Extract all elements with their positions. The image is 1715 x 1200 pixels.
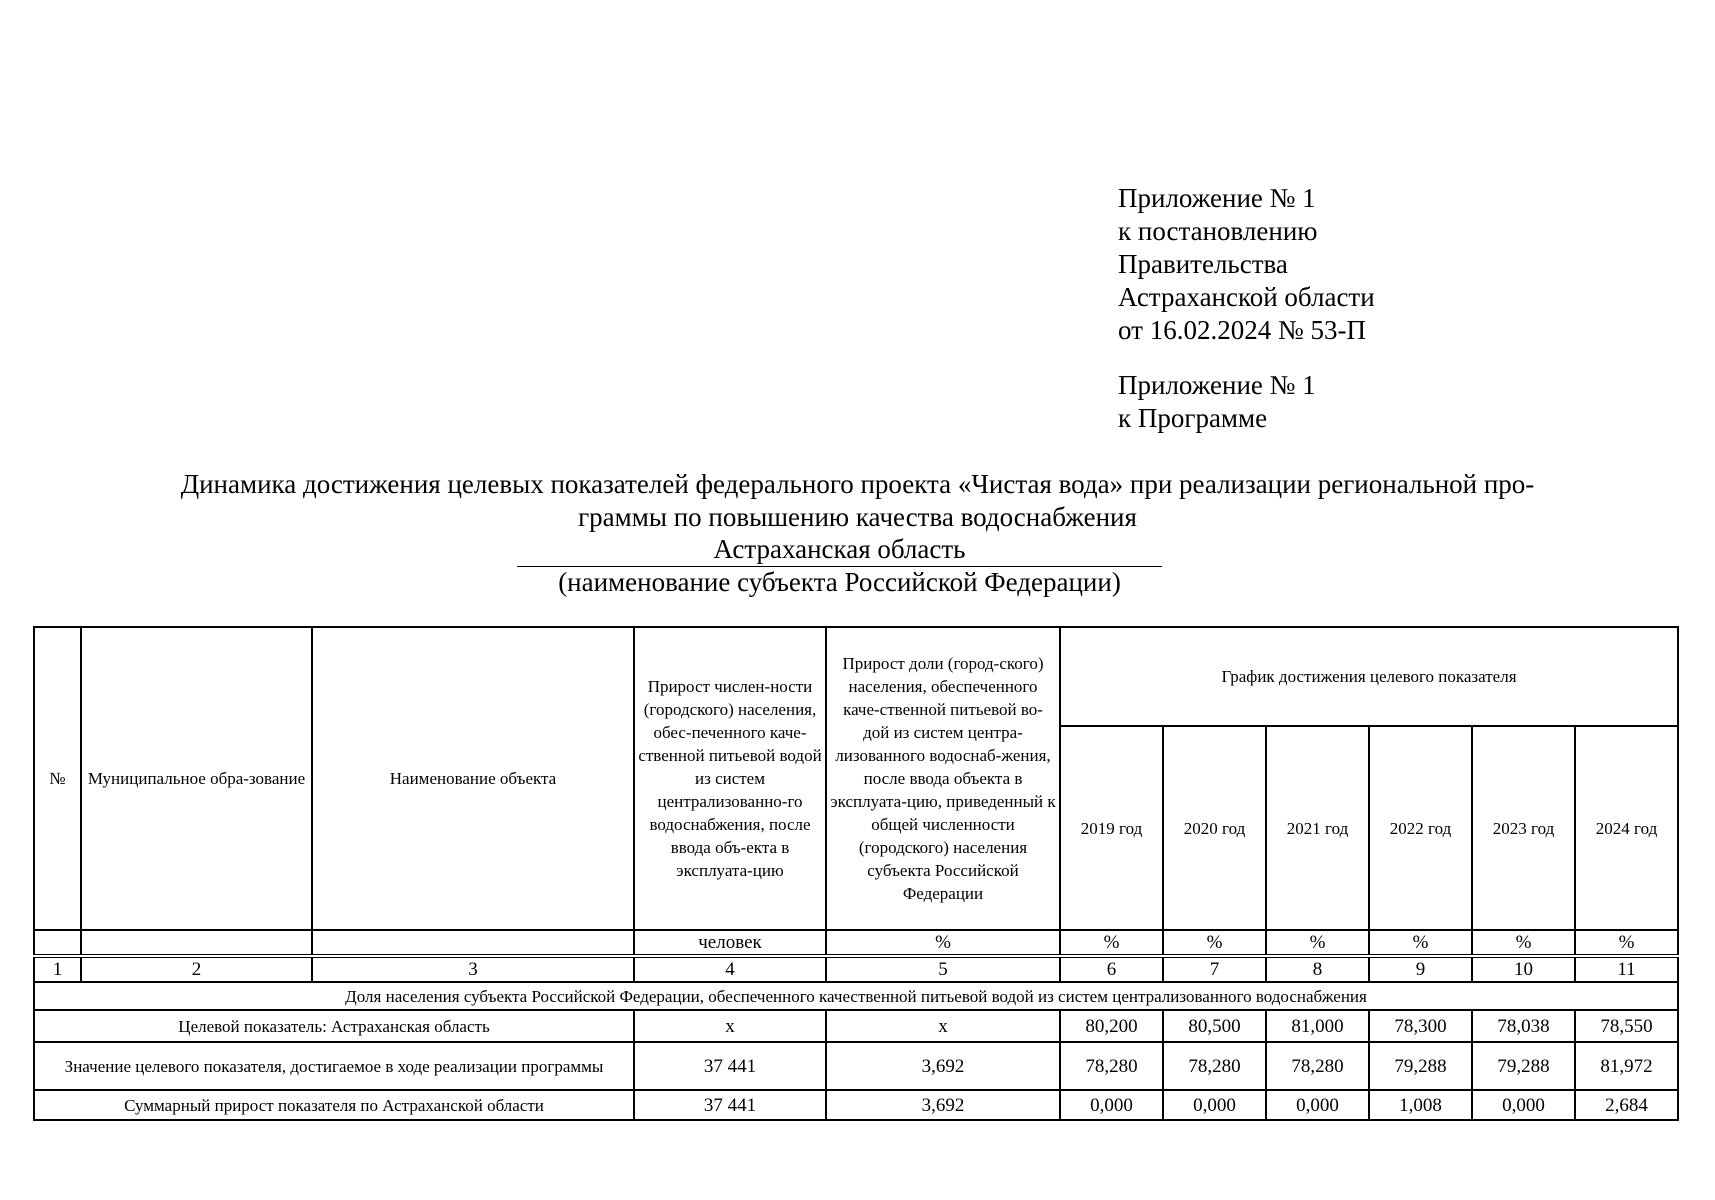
column-number: 8 (1266, 956, 1369, 982)
unit-share: % (826, 930, 1060, 956)
row-value: 2,684 (1575, 1090, 1678, 1120)
row-value: 80,500 (1163, 1010, 1266, 1042)
unit-year: % (1266, 930, 1369, 956)
row-value: 78,280 (1060, 1042, 1163, 1090)
header-year: 2019 год (1060, 726, 1163, 930)
row-value: 78,300 (1369, 1010, 1472, 1042)
column-number: 3 (312, 956, 634, 982)
header-municipality: Муниципальное обра-зование (81, 627, 312, 930)
table-row (34, 1010, 1678, 1042)
header-year: 2022 год (1369, 726, 1472, 930)
header-object-name: Наименование объекта (312, 627, 634, 930)
unit-year: % (1575, 930, 1678, 956)
row-value: 78,280 (1163, 1042, 1266, 1090)
column-number: 11 (1575, 956, 1678, 982)
table-row (34, 1090, 1678, 1120)
column-number: 1 (34, 956, 81, 982)
header-year: 2023 год (1472, 726, 1575, 930)
row-share: x (826, 1010, 1060, 1042)
header-schedule: График достижения целевого показателя (1060, 627, 1678, 726)
row-value: 78,038 (1472, 1010, 1575, 1042)
column-number: 7 (1163, 956, 1266, 982)
appendix-to-resolution (1118, 182, 1375, 347)
row-value: 0,000 (1163, 1090, 1266, 1120)
column-number: 5 (826, 956, 1060, 982)
appendix-line: Правительства (1118, 249, 1288, 279)
column-number: 6 (1060, 956, 1163, 982)
row-label: Суммарный прирост показателя по Астраханской области (34, 1090, 634, 1120)
section-title: Доля населения субъекта Российской Федерации, обеспеченного качественной питьевой водой из систем централизованного водоснабжения (34, 982, 1678, 1010)
appendix-line: Приложение № 1 (1118, 183, 1316, 213)
appendix-to-program (1118, 369, 1316, 435)
header-year: 2020 год (1163, 726, 1266, 930)
region-caption: (наименование субъекта Российской Федерации) (558, 567, 1121, 597)
row-value: 0,000 (1266, 1090, 1369, 1120)
appendix-line: Астраханской области (1118, 282, 1375, 312)
unit-count: человек (634, 930, 826, 956)
appendix-line: от 16.02.2024 № 53-П (1118, 315, 1366, 345)
row-value: 78,280 (1266, 1042, 1369, 1090)
units-cell (34, 930, 81, 956)
units-cell (312, 930, 634, 956)
unit-year: % (1060, 930, 1163, 956)
row-label: Целевой показатель: Астраханская область (34, 1010, 634, 1042)
appendix-line: к Программе (1118, 403, 1268, 433)
document-title-line-2: граммы по повышению качества водоснабжения (578, 502, 1137, 532)
column-number: 2 (81, 956, 312, 982)
header-population-growth: Прирост числен-ности (городского) населения, обес-печенного каче-ственной питьевой водой из систем централизованно-го водоснабжения, после ввода объ-екта в эксплуата-цию (634, 627, 826, 930)
row-value: 80,200 (1060, 1010, 1163, 1042)
header-number: № (34, 627, 81, 930)
header-year: 2021 год (1266, 726, 1369, 930)
document-title-line-1: Динамика достижения целевых показателей федерального проекта «Чистая вода» при реализации региональной про- (180, 469, 1535, 499)
column-number: 9 (1369, 956, 1472, 982)
row-value: 79,288 (1369, 1042, 1472, 1090)
row-count: 37 441 (634, 1042, 826, 1090)
row-label: Значение целевого показателя, достигаемое в ходе реализации программы (34, 1042, 634, 1090)
appendix-line: к постановлению (1118, 216, 1318, 246)
row-value: 81,972 (1575, 1042, 1678, 1090)
indicators-table (33, 626, 1679, 1121)
row-count: 37 441 (634, 1090, 826, 1120)
row-share: 3,692 (826, 1042, 1060, 1090)
row-share: 3,692 (826, 1090, 1060, 1120)
unit-year: % (1369, 930, 1472, 956)
unit-year: % (1163, 930, 1266, 956)
header-year: 2024 год (1575, 726, 1678, 930)
table-row (34, 1042, 1678, 1090)
header-share-growth: Прирост доли (город-ского) населения, обеспеченного каче-ственной питьевой во-дой из систем центра-лизованного водоснаб-жения, после ввода объекта в эксплуата-цию, приведенный к общей численности (городского) населения субъекта Российской Федерации (826, 627, 1060, 930)
unit-year: % (1472, 930, 1575, 956)
row-value: 0,000 (1472, 1090, 1575, 1120)
column-number: 4 (634, 956, 826, 982)
row-value: 81,000 (1266, 1010, 1369, 1042)
row-value: 78,550 (1575, 1010, 1678, 1042)
region-name: Астраханская область (517, 534, 1162, 567)
row-value: 0,000 (1060, 1090, 1163, 1120)
units-cell (81, 930, 312, 956)
row-value: 1,008 (1369, 1090, 1472, 1120)
column-number: 10 (1472, 956, 1575, 982)
appendix-line: Приложение № 1 (1118, 370, 1316, 400)
row-value: 79,288 (1472, 1042, 1575, 1090)
row-count: x (634, 1010, 826, 1042)
